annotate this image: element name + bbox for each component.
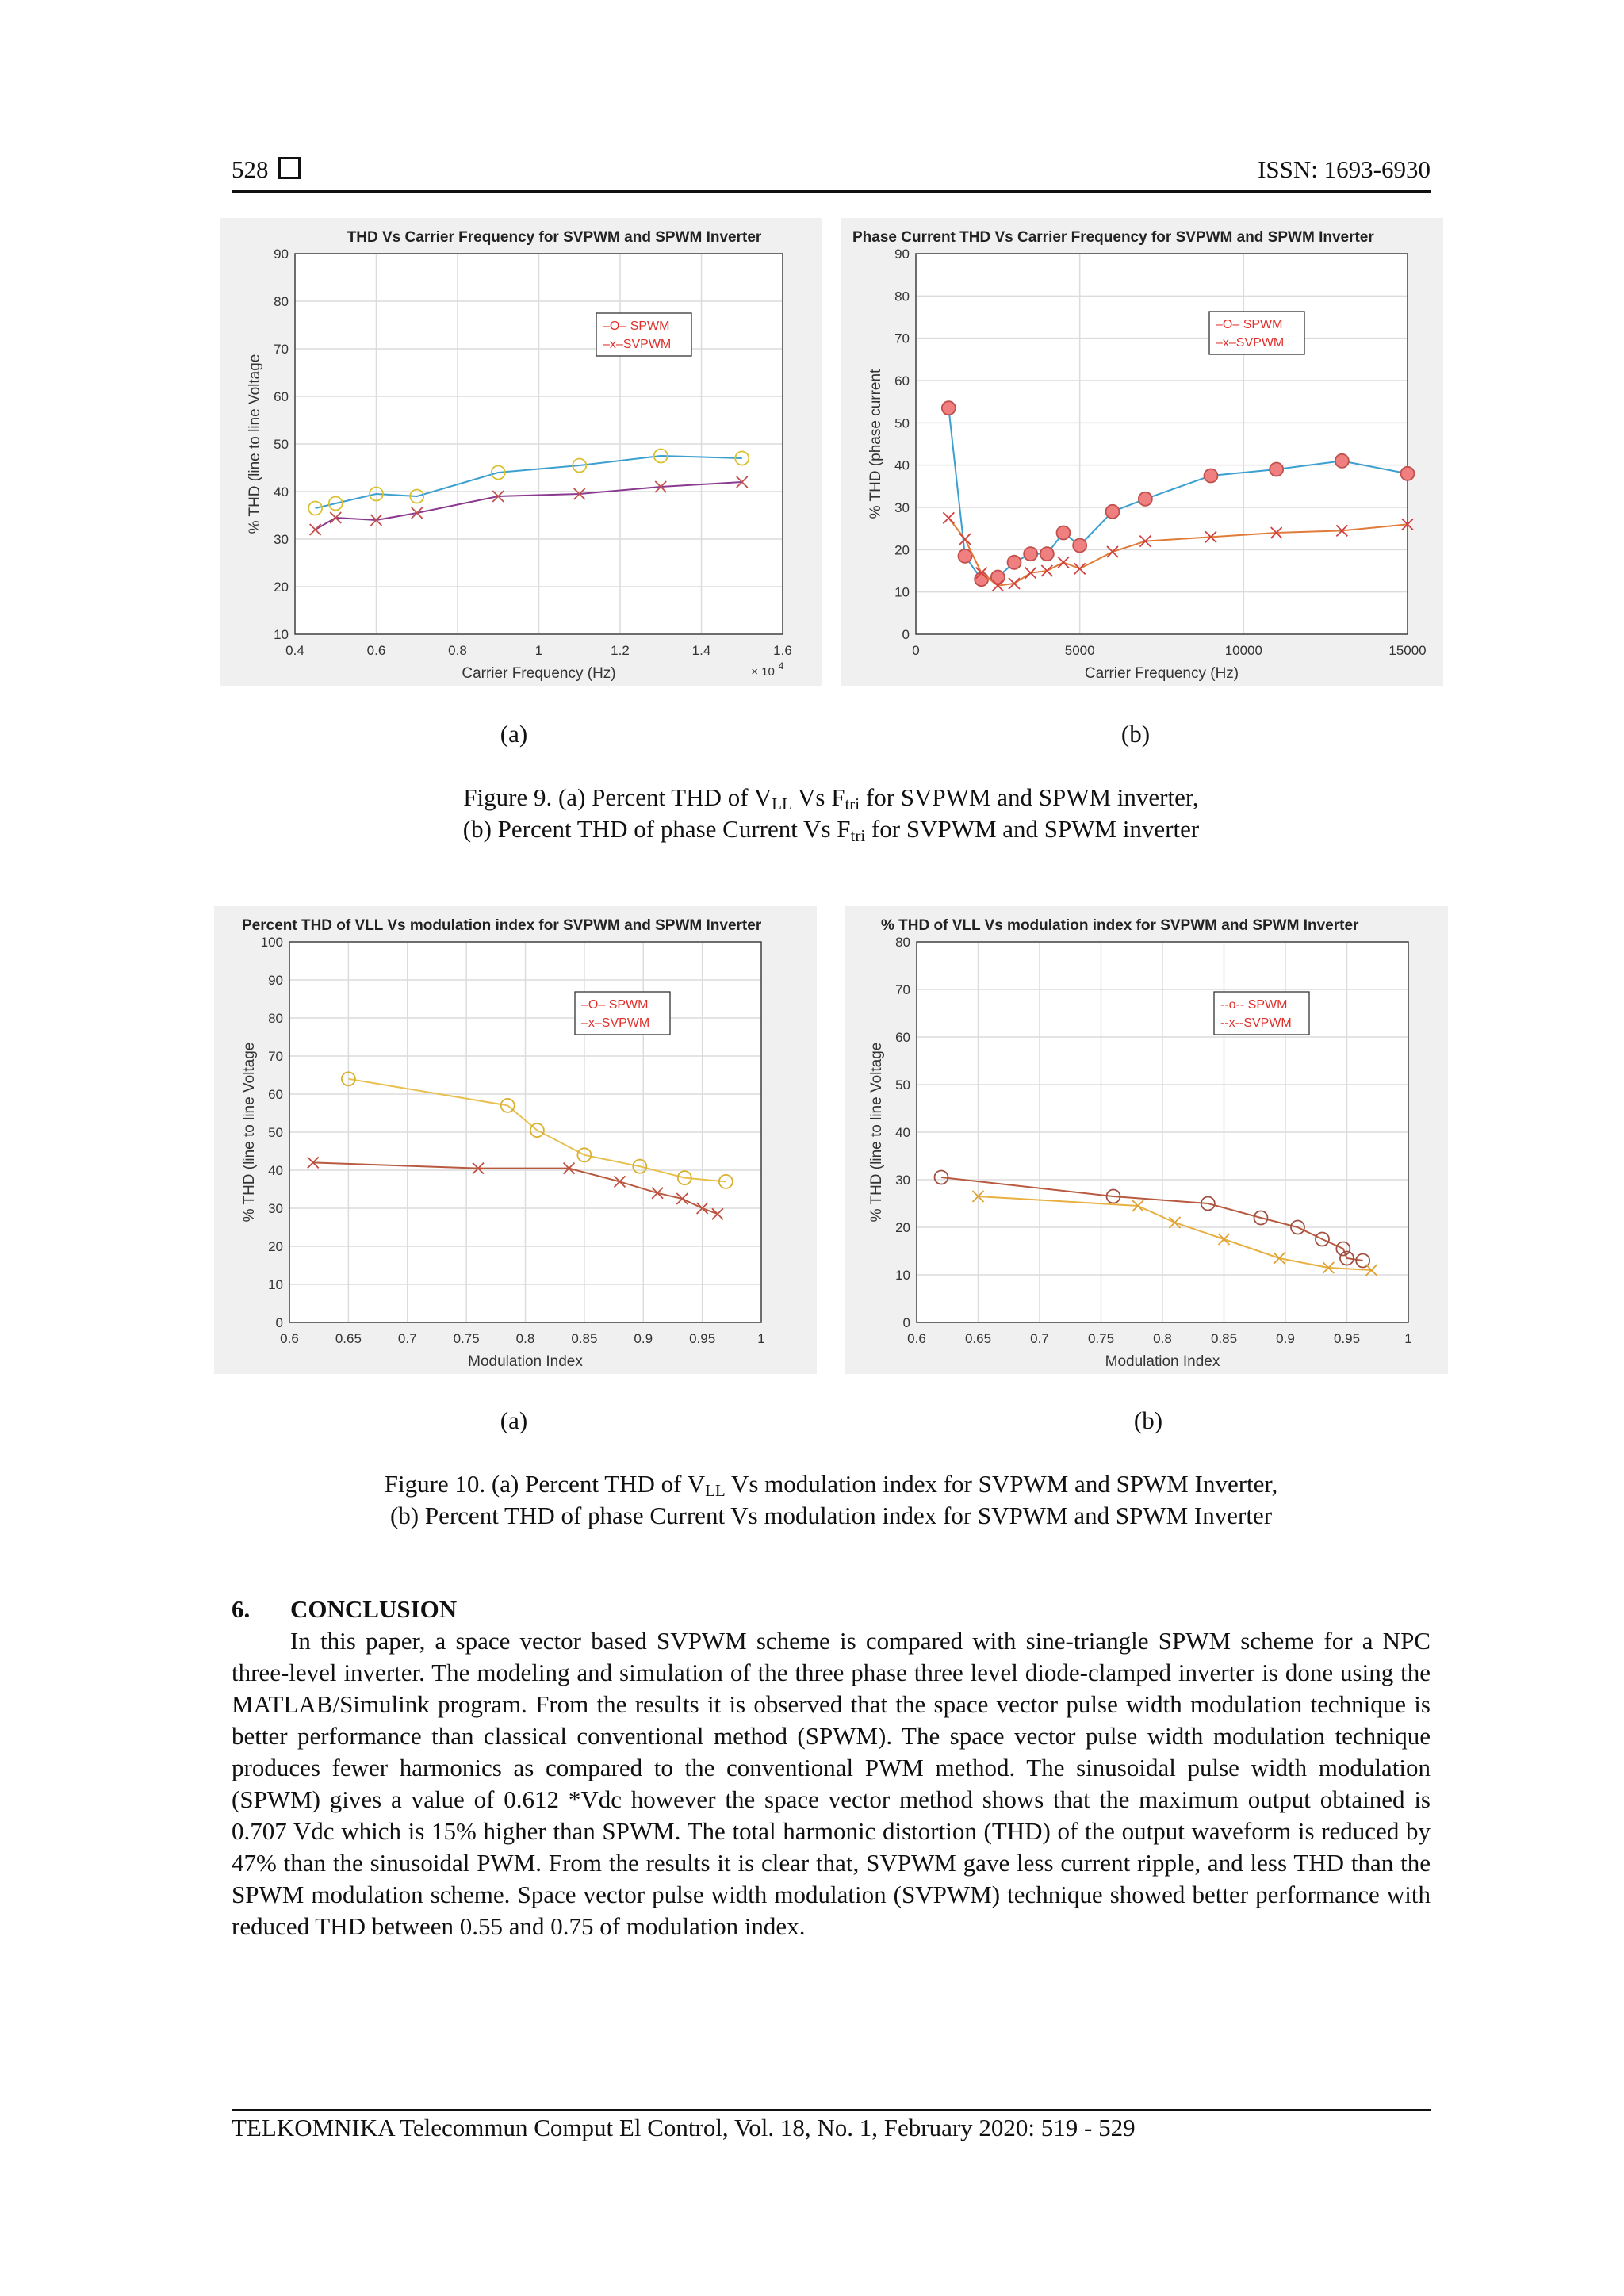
data-point-circle [975, 572, 988, 586]
x-tick-label: 0 [912, 643, 920, 658]
x-tick-label: 5000 [1064, 643, 1095, 658]
y-tick-label: 100 [260, 935, 283, 950]
chart-title: Percent THD of VLL Vs modulation index for SVPWM and SPWM Inverter [242, 917, 762, 934]
figure10a-chart [214, 906, 817, 1374]
data-point-circle [1106, 505, 1120, 519]
x-tick-label: 0.8 [515, 1331, 535, 1346]
square-box-icon [278, 157, 301, 179]
y-tick-label: 20 [274, 580, 289, 595]
figure9-label-a: (a) [500, 720, 528, 748]
y-tick-label: 90 [274, 247, 289, 262]
legend-entry: –x–SVPWM [603, 338, 672, 351]
y-tick-label: 60 [268, 1087, 283, 1102]
data-point-circle [1139, 492, 1152, 506]
y-tick-label: 60 [894, 373, 910, 388]
legend-entry: –x–SVPWM [581, 1016, 650, 1030]
y-tick-label: 90 [268, 973, 283, 988]
x-tick-label: 0.85 [571, 1331, 598, 1346]
y-tick-label: 50 [268, 1125, 283, 1140]
x-axis-label: Carrier Frequency (Hz) [462, 665, 616, 682]
y-tick-label: 40 [268, 1163, 283, 1178]
y-tick-label: 80 [268, 1011, 283, 1026]
data-point-circle [1040, 547, 1054, 561]
y-tick-label: 50 [274, 437, 289, 452]
figure9b-svg [841, 218, 1443, 686]
y-tick-label: 80 [894, 289, 910, 304]
legend-entry: --x--SVPWM [1220, 1016, 1292, 1030]
x-tick-label: 0.75 [1087, 1331, 1115, 1346]
data-point-circle [1073, 539, 1086, 553]
y-axis-label: % THD (phase current [868, 369, 884, 519]
y-tick-label: 90 [894, 247, 910, 262]
figure10-caption-line1: Figure 10. (a) Percent THD of $V_{LL}$ Vs modulation index for SVPWM and SPWM Inverter, [384, 1470, 1278, 1500]
figure10-caption-line2: (b) Percent THD of phase Current Vs modulation index for SVPWM and SPWM Inverter [389, 1502, 1273, 1529]
y-tick-label: 30 [895, 1173, 910, 1188]
x-tick-label: 0.7 [397, 1331, 417, 1346]
chart-title: % THD of VLL Vs modulation index for SVPWM and SPWM Inverter [881, 917, 1359, 934]
data-point-circle [1401, 467, 1415, 480]
y-tick-label: 50 [894, 415, 910, 431]
conclusion-paragraph: In this paper, a space vector based SVPWM scheme is compared with sine-triangle SPWM scheme for a NPC three-level inverter. The modeling and simulation of the three phase three level diode-clamped inverter is done using the MATLAB/Simulink program. From the results it is observed that the space vector pulse width modulation technique is better performance than classical conventional method (SPWM). The space vector pulse width modulation technique produces fewer harmonics as compared to the conventional PWM method. The sinusoidal pulse width modulation (SPWM) gives a value of 0.612 *Vdc however the space vector method shows that the maximum output obtained is 0.707 Vdc which is 15% higher than SPWM. The total harmonic distortion (THD) of the output waveform is reduced by 47% than the sinusoidal PWM. From the results it is clear that, SVPWM gave less current ripple, and less THD than the SPWM modulation scheme. Space vector pulse width modulation (SVPWM) technique showed better performance with reduced THD between 0.55 and 0.75 of modulation index. [232, 1627, 1431, 1940]
figure9a-chart [220, 218, 822, 686]
data-point-circle [942, 401, 956, 415]
y-tick-label: 10 [274, 627, 289, 642]
y-tick-label: 20 [268, 1239, 283, 1254]
legend-entry: --o-- SPWM [1220, 998, 1288, 1012]
y-tick-label: 70 [274, 342, 289, 357]
plot-area [916, 254, 1408, 634]
legend-entry: –x–SVPWM [1216, 336, 1285, 350]
y-tick-label: 70 [894, 331, 910, 346]
y-tick-label: 0 [902, 1315, 910, 1330]
chart-title: Phase Current THD Vs Carrier Frequency for SVPWM and SPWM Inverter [852, 229, 1374, 246]
y-tick-label: 20 [894, 542, 910, 558]
y-tick-label: 10 [268, 1277, 283, 1292]
x-tick-label: 10000 [1224, 643, 1262, 658]
y-tick-label: 60 [895, 1030, 910, 1045]
y-tick-label: 70 [895, 982, 910, 997]
y-tick-label: 10 [894, 584, 910, 600]
x-tick-label: 0.9 [1276, 1331, 1295, 1346]
data-point-circle [1270, 463, 1283, 476]
data-point-circle [1057, 526, 1071, 540]
legend-entry: –O– SPWM [581, 998, 649, 1012]
x-tick-label: 0.75 [453, 1331, 480, 1346]
page-number: 528 [232, 155, 301, 184]
figure9-label-b: (b) [1120, 720, 1151, 748]
x-tick-label: 0.4 [285, 643, 304, 658]
legend-entry: –O– SPWM [1216, 318, 1283, 331]
x-tick-label: 0.7 [1030, 1331, 1049, 1346]
y-tick-label: 50 [895, 1077, 910, 1093]
figure10-label-a: (a) [500, 1406, 528, 1434]
x-tick-label: 0.6 [366, 643, 386, 658]
x-tick-label: 0.6 [907, 1331, 926, 1346]
footer-rule [232, 2109, 1431, 2111]
x-axis-label: Carrier Frequency (Hz) [1084, 665, 1239, 682]
x-tick-label: 15000 [1388, 643, 1427, 658]
x-axis-label: Modulation Index [468, 1353, 583, 1370]
y-axis-label: % THD (line to line Voltage [241, 1042, 258, 1223]
y-tick-label: 40 [894, 457, 910, 473]
footer-citation: TELKOMNIKA Telecommun Comput El Control, Vol. 18, No. 1, February 2020: 519 - 529 [232, 2114, 1136, 2141]
data-point-circle [959, 549, 972, 563]
x-axis-label: Modulation Index [1105, 1353, 1220, 1370]
figure9-caption-line2: (b) Percent THD of phase Current Vs $F_{tri}$ for SVPWM and SPWM inverter [462, 815, 1200, 845]
figure9-caption-line1: Figure 9. (a) Percent THD of $V_{LL}$ Vs $F_{tri}$ for SVPWM and SPWM inverter, [463, 783, 1199, 813]
x-tick-label: 1.4 [691, 643, 711, 658]
x-tick-label: 1 [757, 1331, 765, 1346]
x-tick-label: 0.8 [448, 643, 467, 658]
y-axis-label: % THD (line to line Voltage [247, 354, 263, 534]
x-multiplier-exponent: 4 [778, 660, 784, 672]
section-heading: 6. CONCLUSION [232, 1595, 458, 1623]
x-tick-label: 0.65 [335, 1331, 362, 1346]
header-rule [232, 190, 1431, 193]
y-tick-label: 80 [895, 935, 910, 950]
x-tick-label: 0.65 [964, 1331, 992, 1346]
y-tick-label: 40 [274, 484, 289, 499]
x-tick-label: 1.6 [773, 643, 792, 658]
figure9a-svg [220, 218, 822, 686]
y-tick-label: 30 [894, 500, 910, 515]
x-tick-label: 0.9 [634, 1331, 653, 1346]
x-tick-label: 1 [1404, 1331, 1412, 1346]
x-multiplier-label: × 10 [751, 665, 775, 679]
y-tick-label: 30 [268, 1201, 283, 1216]
x-tick-label: 0.95 [689, 1331, 716, 1346]
y-tick-label: 10 [895, 1268, 910, 1283]
data-point-circle [1335, 454, 1349, 468]
y-tick-label: 40 [895, 1125, 910, 1140]
issn: ISSN: 1693-6930 [1258, 155, 1431, 183]
data-point-circle [1024, 547, 1037, 561]
figure10b-chart [845, 906, 1448, 1374]
figure9b-chart [841, 218, 1443, 686]
x-tick-label: 1 [534, 643, 543, 658]
chart-title: THD Vs Carrier Frequency for SVPWM and SPWM Inverter [347, 229, 762, 246]
y-tick-label: 0 [902, 627, 910, 642]
x-tick-label: 0.8 [1153, 1331, 1172, 1346]
y-tick-label: 70 [268, 1049, 283, 1064]
figure10a-svg [214, 906, 817, 1374]
x-tick-label: 0.95 [1333, 1331, 1361, 1346]
legend-entry: –O– SPWM [603, 320, 670, 333]
x-tick-label: 1.2 [611, 643, 630, 658]
y-tick-label: 20 [895, 1220, 910, 1235]
figure10b-svg [845, 906, 1448, 1374]
data-point-circle [1205, 469, 1218, 483]
y-tick-label: 30 [274, 532, 289, 547]
figure10-label-b: (b) [1133, 1406, 1163, 1434]
y-axis-label: % THD (line to line Voltage [868, 1042, 885, 1223]
y-tick-label: 80 [274, 294, 289, 309]
y-tick-label: 60 [274, 389, 289, 404]
y-tick-label: 0 [275, 1315, 283, 1330]
data-point-circle [1008, 556, 1021, 569]
x-tick-label: 0.85 [1210, 1331, 1238, 1346]
x-tick-label: 0.6 [280, 1331, 299, 1346]
